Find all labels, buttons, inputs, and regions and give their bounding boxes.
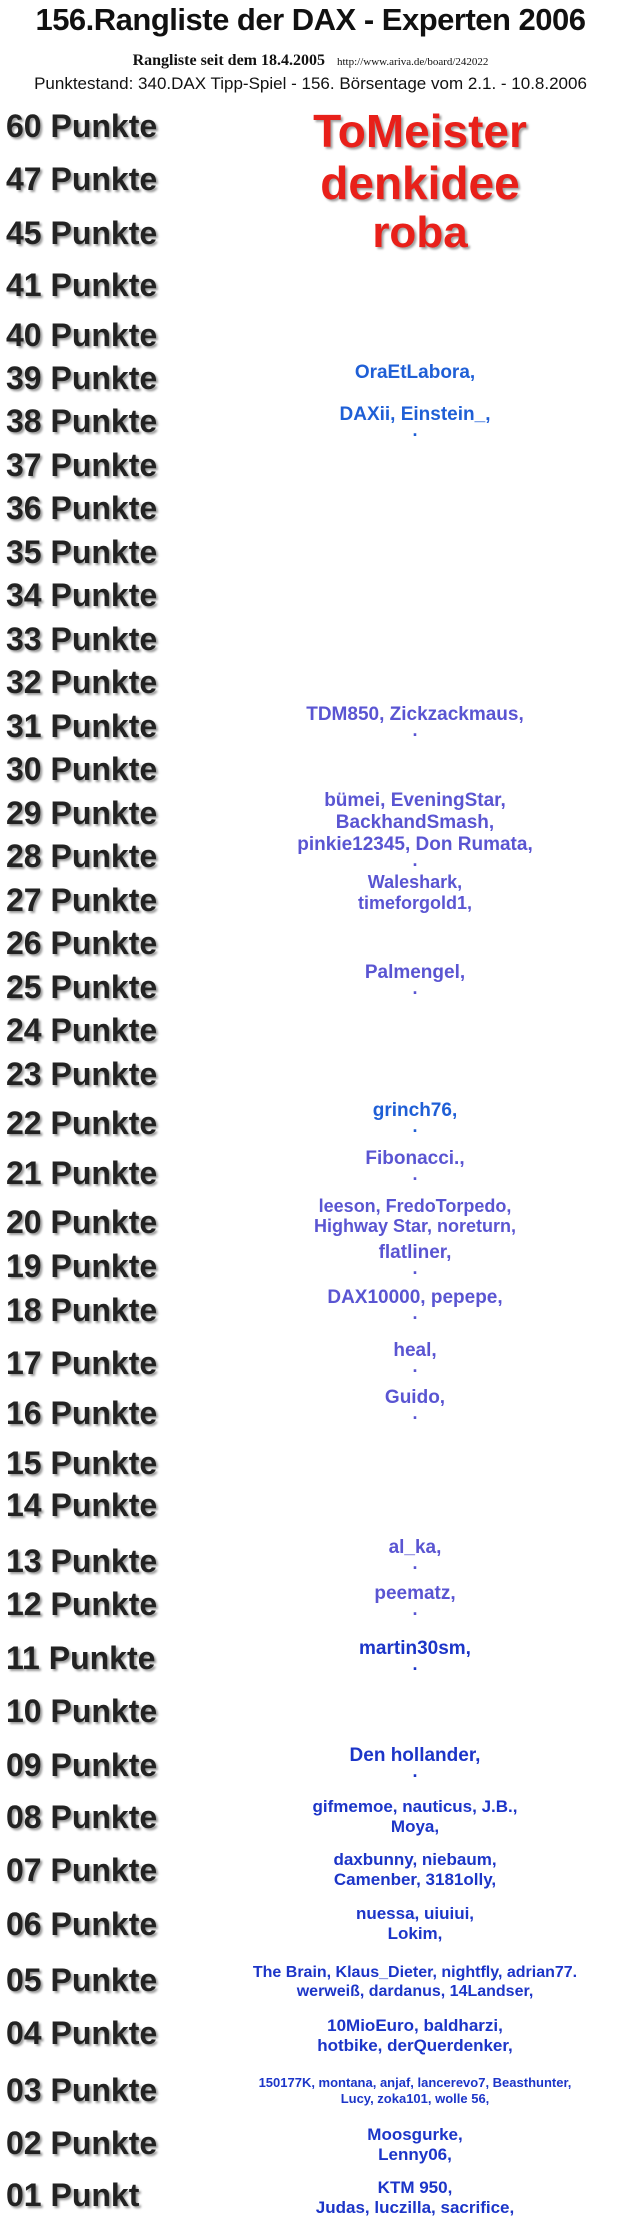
names-19 xyxy=(190,1242,621,1278)
score-label: 17 Punkte xyxy=(6,1345,158,1381)
score-label: 08 Punkte xyxy=(6,1799,158,1835)
player-names: The Brain, Klaus_Dieter, nightfly, adrian77. xyxy=(252,1964,578,1981)
score-label: 10 Punkte xyxy=(6,1693,158,1729)
names-18 xyxy=(190,1287,621,1323)
player-names: Lokim, xyxy=(387,1924,443,1943)
names-08 xyxy=(190,1797,621,1837)
ranking-since: Rangliste seit dem 18.4.2005 xyxy=(132,52,325,69)
names-09 xyxy=(190,1745,621,1781)
player-names: nuessa, uiuiui, xyxy=(355,1904,475,1923)
score-label: 41 Punkte xyxy=(6,267,158,303)
player-names: Judas, luczilla, sacrifice, xyxy=(315,2198,515,2217)
names-17 xyxy=(190,1340,621,1376)
names-22 xyxy=(190,1100,621,1136)
player-names: bümei, EveningStar, xyxy=(324,790,506,811)
score-label: 02 Punkte xyxy=(6,2125,158,2161)
separator-dot: . xyxy=(412,1356,418,1376)
score-label: 14 Punkte xyxy=(6,1487,158,1523)
score-label: 39 Punkte xyxy=(6,360,158,396)
separator-dot: . xyxy=(412,1164,418,1184)
player-names: Moosgurke, xyxy=(367,2125,463,2144)
score-label: 12 Punkte xyxy=(6,1586,158,1622)
names-27 xyxy=(190,872,621,914)
score-label: 16 Punkte xyxy=(6,1395,158,1431)
player-names: grinch76, xyxy=(372,1100,458,1121)
score-label: 06 Punkte xyxy=(6,1906,158,1942)
names-29-28 xyxy=(190,790,621,870)
names-07 xyxy=(190,1850,621,1890)
score-label: 15 Punkte xyxy=(6,1445,158,1481)
separator-dot: . xyxy=(412,1403,418,1423)
names-11 xyxy=(190,1638,621,1674)
score-label: 05 Punkte xyxy=(6,1962,158,1998)
names-05 xyxy=(190,1963,621,2001)
player-names: al_ka, xyxy=(388,1537,442,1558)
score-label: 31 Punkte xyxy=(6,708,158,744)
score-label: 34 Punkte xyxy=(6,577,158,613)
score-status: Punktestand: 340.DAX Tipp-Spiel - 156. Börsentage vom 2.1. - 10.8.2006 xyxy=(34,74,587,93)
score-label: 38 Punkte xyxy=(6,403,158,439)
names-31 xyxy=(190,704,621,740)
page-title: 156.Rangliste der DAX - Experten 2006 xyxy=(35,2,586,37)
names-12 xyxy=(190,1583,621,1619)
player-names: Den hollander, xyxy=(349,1745,481,1766)
player-names: leeson, FredoTorpedo, xyxy=(318,1196,512,1216)
player-names: KTM 950, xyxy=(377,2178,453,2197)
score-label: 23 Punkte xyxy=(6,1056,158,1092)
player-names: BackhandSmash, xyxy=(335,812,495,833)
names-20 xyxy=(190,1196,621,1236)
names-02 xyxy=(190,2125,621,2165)
score-label: 07 Punkte xyxy=(6,1852,158,1888)
score-label: 13 Punkte xyxy=(6,1543,158,1579)
player-names: Guido, xyxy=(384,1387,446,1408)
names-21 xyxy=(190,1148,621,1184)
score-label: 21 Punkte xyxy=(6,1155,158,1191)
top-player-third: roba xyxy=(372,208,468,257)
names-39 xyxy=(190,362,621,384)
score-label: 27 Punkte xyxy=(6,882,158,918)
separator-dot: . xyxy=(412,1599,418,1619)
separator-dot: . xyxy=(412,1116,418,1136)
score-label: 40 Punkte xyxy=(6,317,158,353)
score-label: 09 Punkte xyxy=(6,1747,158,1783)
player-names: flatliner, xyxy=(378,1242,452,1263)
player-names: gifmemoe, nauticus, J.B., xyxy=(312,1797,518,1816)
player-names: Highway Star, noreturn, xyxy=(313,1216,517,1236)
names-04 xyxy=(190,2016,621,2056)
top-player-second: denkidee xyxy=(320,157,520,209)
player-names: OraEtLabora, xyxy=(354,362,476,383)
score-label: 37 Punkte xyxy=(6,447,158,483)
score-label: 03 Punkte xyxy=(6,2072,158,2108)
score-label: 36 Punkte xyxy=(6,490,158,526)
separator-dot: . xyxy=(412,1303,418,1323)
score-label: 29 Punkte xyxy=(6,795,158,831)
player-names: 150177K, montana, anjaf, lancerevo7, Beasthunter, xyxy=(258,2075,572,2090)
player-names: hotbike, derQuerdenker, xyxy=(317,2036,513,2055)
player-names: Camenber, 3181olly, xyxy=(333,1870,497,1889)
separator-dot: . xyxy=(412,720,418,740)
separator-dot: . xyxy=(412,1654,418,1674)
player-names: werweiß, dardanus, 14Landser, xyxy=(296,1983,534,2000)
separator-dot: . xyxy=(412,978,418,998)
names-13 xyxy=(190,1537,621,1573)
score-label: 32 Punkte xyxy=(6,664,158,700)
player-names: peematz, xyxy=(374,1583,456,1604)
separator-dot: . xyxy=(412,1553,418,1573)
names-06 xyxy=(190,1904,621,1944)
names-16 xyxy=(190,1387,621,1423)
score-label: 22 Punkte xyxy=(6,1105,158,1141)
player-names: Lenny06, xyxy=(378,2145,452,2164)
player-names: martin30sm, xyxy=(359,1638,471,1659)
player-names: DAXii, Einstein_, xyxy=(339,404,491,425)
score-label: 26 Punkte xyxy=(6,925,158,961)
score-label: 30 Punkte xyxy=(6,751,158,787)
score-label: 24 Punkte xyxy=(6,1012,158,1048)
names-01 xyxy=(190,2178,621,2218)
score-label: 18 Punkte xyxy=(6,1292,158,1328)
player-names: 10MioEuro, baldharzi, xyxy=(327,2016,503,2035)
names-25 xyxy=(190,962,621,998)
score-label: 28 Punkte xyxy=(6,838,158,874)
score-label: 47 Punkte xyxy=(6,161,158,197)
player-names: Lucy, zoka101, wolle 56, xyxy=(340,2091,490,2106)
score-label: 20 Punkte xyxy=(6,1204,158,1240)
score-label: 35 Punkte xyxy=(6,534,158,570)
score-label: 11 Punkte xyxy=(6,1640,156,1676)
separator-dot: . xyxy=(412,420,418,440)
score-label: 04 Punkte xyxy=(6,2015,158,2051)
separator-dot: . xyxy=(412,1258,418,1278)
player-names: Fibonacci., xyxy=(365,1148,465,1169)
separator-dot: . xyxy=(412,850,418,870)
score-label: 25 Punkte xyxy=(6,969,158,1005)
separator-dot: . xyxy=(412,1761,418,1781)
player-names: Moya, xyxy=(390,1817,440,1836)
score-label: 01 Punkt xyxy=(6,2177,140,2213)
ranking-subtitle xyxy=(0,52,621,70)
player-names: Palmengel, xyxy=(364,962,466,983)
player-names: timeforgold1, xyxy=(357,893,472,913)
score-label: 45 Punkte xyxy=(6,215,158,251)
player-names: TDM850, Zickzackmaus, xyxy=(306,704,524,725)
score-label: 33 Punkte xyxy=(6,621,158,657)
score-label: 60 Punkte xyxy=(6,108,158,144)
player-names: heal, xyxy=(393,1340,437,1361)
player-names: pinkie12345, Don Rumata, xyxy=(297,834,533,855)
score-label: 19 Punkte xyxy=(6,1248,158,1284)
names-38 xyxy=(190,404,621,440)
board-link[interactable]: http://www.ariva.de/board/242022 xyxy=(337,56,489,68)
names-03 xyxy=(190,2075,621,2107)
player-names: daxbunny, niebaum, xyxy=(333,1850,497,1869)
top-player-first: ToMeister xyxy=(313,105,527,157)
player-names: DAX10000, pepepe, xyxy=(327,1287,503,1308)
player-names: Waleshark, xyxy=(367,872,463,892)
